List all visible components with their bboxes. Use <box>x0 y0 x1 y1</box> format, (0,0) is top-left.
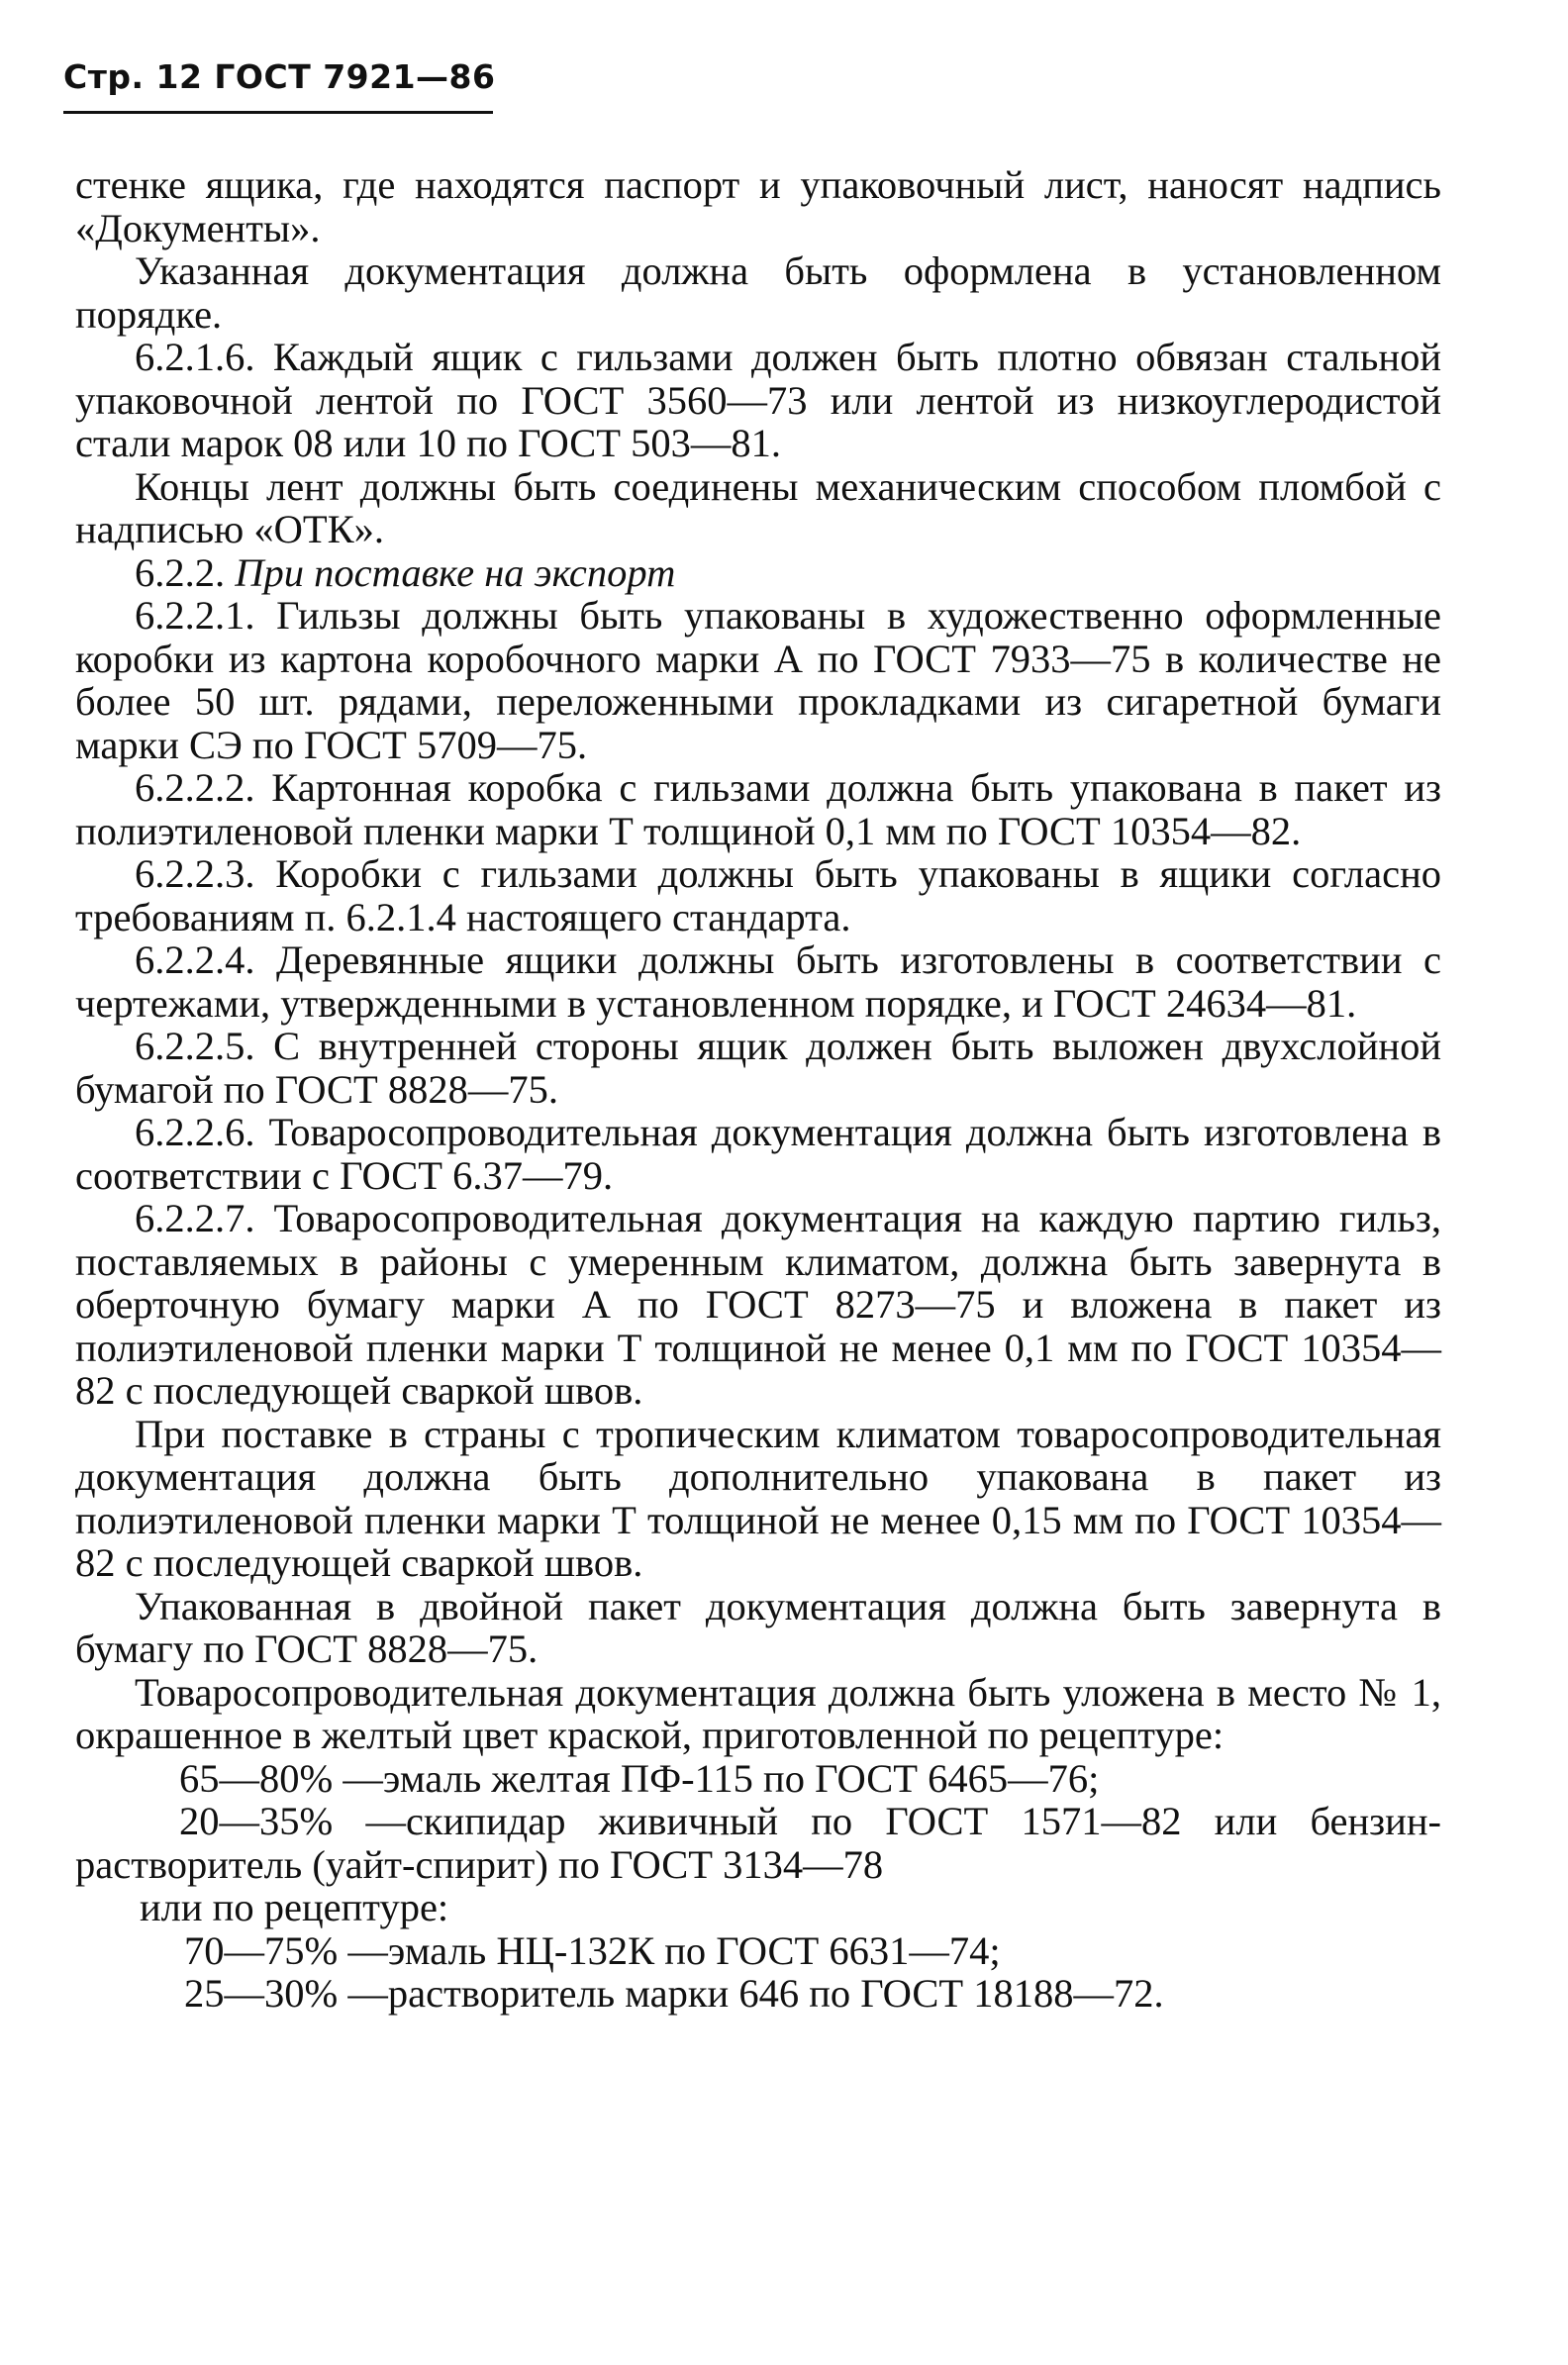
recipe-item: 70—75% —эмаль НЦ-132К по ГОСТ 6631—74; <box>184 1927 1001 1973</box>
paragraph: Упакованная в двойной пакет документация должна быть завернута в бумагу по ГОСТ 8828—75. <box>75 1583 1441 1671</box>
paragraph-6-2-2-1: 6.2.2.1. Гильзы должны быть упакованы в художественно оформленные коробки из картона коробочного марки А по ГОСТ 7933—75 в количестве не более 50 шт. рядами, переложенными прокладками из сигаретной бумаги марки СЭ по ГОСТ 5709—75. <box>75 593 1441 767</box>
paragraph: Указанная документация должна быть оформлена в установленном порядке. <box>75 248 1441 337</box>
paragraph: стенке ящика, где находятся паспорт и упаковочный лист, наносят надпись «Документы». <box>75 162 1441 250</box>
section-title: При поставке на экспорт <box>235 549 676 595</box>
recipe-item: 20—35% —скипидар живичный по ГОСТ 1571—82 или бензин-растворитель (уайт-спирит) по ГОСТ 3134—78 <box>75 1799 1441 1887</box>
page-header: Стр. 12 ГОСТ 7921—86 <box>63 57 496 96</box>
paragraph-6-2-2-2: 6.2.2.2. Картонная коробка с гильзами должна быть упакована в пакет из полиэтиленовой пленки марки Т толщиной 0,1 мм по ГОСТ 10354—82. <box>75 765 1441 853</box>
paragraph: При поставке в страны с тропическим климатом товаросопроводительная документация должна быть дополнительно упакована в пакет из полиэтиленовой пленки марки Т толщиной не менее 0,15 мм по ГОСТ 10354—82 с последующей сваркой швов. <box>75 1411 1441 1585</box>
recipe-item: 65—80% —эмаль желтая ПФ-115 по ГОСТ 6465—76; <box>179 1755 1100 1801</box>
paragraph: Товаросопроводительная документация должна быть уложена в место № 1, окрашенное в желтый цвет краской, приготовленной по рецептуре: <box>75 1669 1441 1757</box>
document-body <box>75 163 1441 2016</box>
section-heading-6-2-2 <box>75 551 1441 595</box>
recipe-item: 25—30% —растворитель марки 646 по ГОСТ 18188—72. <box>184 1971 1164 2016</box>
recipe-intro: или по рецептуре: <box>140 1885 449 1929</box>
paragraph: Концы лент должны быть соединены механическим способом пломбой с надписью «ОТК». <box>75 463 1441 551</box>
paragraph-6-2-2-5: 6.2.2.5. С внутренней стороны ящик должен быть выложен двухслойной бумагой по ГОСТ 8828—75. <box>75 1024 1441 1112</box>
section-number: 6.2.2. <box>135 549 236 595</box>
paragraph-6-2-2-4: 6.2.2.4. Деревянные ящики должны быть изготовлены в соответствии с чертежами, утвержденными в установленном порядке, и ГОСТ 24634—81. <box>75 937 1441 1026</box>
paragraph-6-2-1-6: 6.2.1.6. Каждый ящик с гильзами должен быть плотно обвязан стальной упаковочной лентой по ГОСТ 3560—73 или лентой из низкоуглеродистой стали марок 08 или 10 по ГОСТ 503—81. <box>75 335 1441 465</box>
header-rule <box>63 111 493 114</box>
paragraph-6-2-2-7: 6.2.2.7. Товаросопроводительная документация на каждую партию гильз, поставляемых в районы с умеренным климатом, должна быть завернута в оберточную бумагу марки А по ГОСТ 8273—75 и вложена в пакет из полиэтиленовой пленки марки Т толщиной не менее 0,1 мм по ГОСТ 10354—82 с последующей сваркой швов. <box>75 1196 1441 1413</box>
paragraph-6-2-2-6: 6.2.2.6. Товаросопроводительная документация должна быть изготовлена в соответствии с ГОСТ 6.37—79. <box>75 1110 1441 1198</box>
paragraph-6-2-2-3: 6.2.2.3. Коробки с гильзами должны быть упакованы в ящики согласно требованиям п. 6.2.1.4 настоящего стандарта. <box>75 851 1441 939</box>
